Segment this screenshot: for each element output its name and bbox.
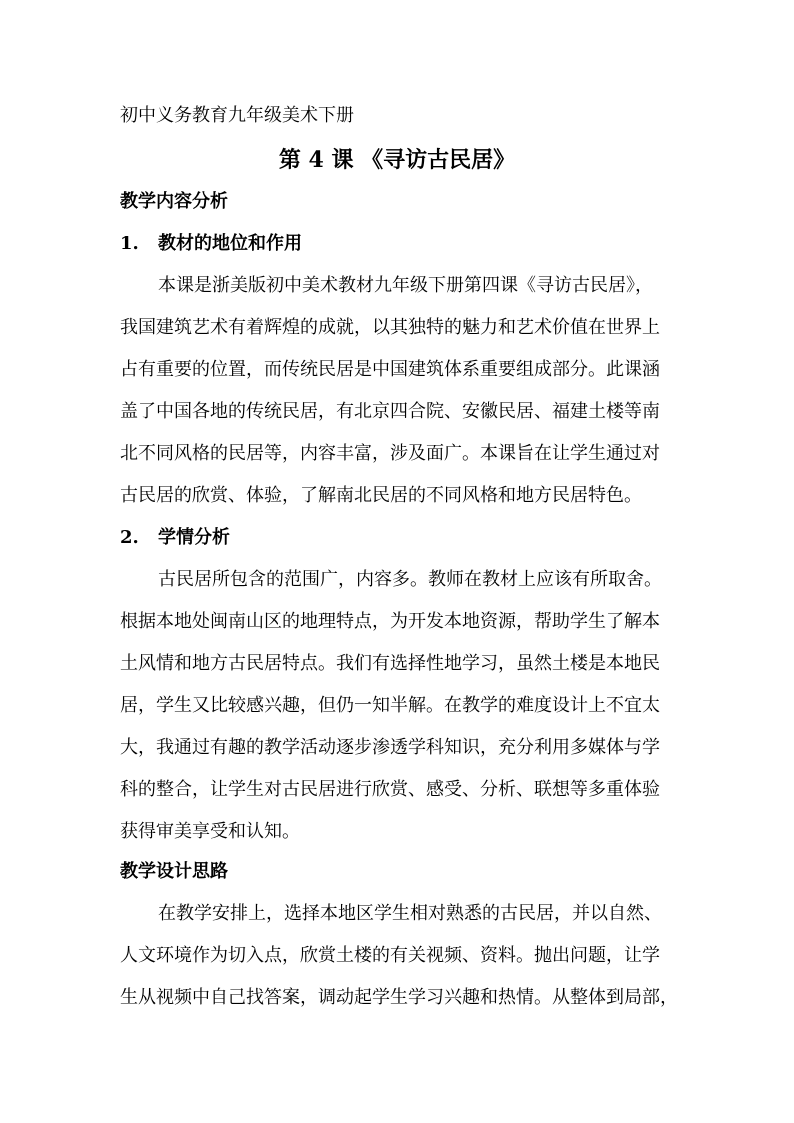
subheading-textbook-role bbox=[120, 232, 680, 256]
paragraph-line: 获得审美享受和认知。 bbox=[120, 821, 300, 842]
paragraph-line: 居，学生又比较感兴趣，但仍一知半解。在教学的难度设计上不宜太 bbox=[120, 695, 660, 716]
subheading-number: 2. bbox=[120, 527, 139, 548]
lesson-title: 第 4 课 《寻访古民居》 bbox=[278, 147, 516, 173]
paragraph-line: 在教学安排上，选择本地区学生相对熟悉的古民居，并以自然、 bbox=[158, 903, 662, 924]
subheading-number: 1. bbox=[120, 233, 139, 254]
subheading-student-analysis bbox=[120, 526, 680, 550]
paragraph-line: 科的整合，让学生对古民居进行欣赏、感受、分析、联想等多重体验 bbox=[120, 779, 660, 800]
paragraph-line: 人文环境作为切入点，欣赏土楼的有关视频、资料。抛出问题，让学 bbox=[120, 945, 660, 966]
paragraph-line: 土风情和地方古民居特点。我们有选择性地学习，虽然土楼是本地民 bbox=[120, 653, 660, 674]
paragraph-line: 大，我通过有趣的教学活动逐步渗透学科知识，充分利用多媒体与学 bbox=[120, 737, 660, 758]
paragraph-line: 生从视频中自己找答案，调动起学生学习兴趣和热情。从整体到局部， bbox=[120, 987, 678, 1008]
paragraph-line: 占有重要的位置，而传统民居是中国建筑体系重要组成部分。此课涵 bbox=[120, 359, 660, 380]
paragraph-line: 我国建筑艺术有着辉煌的成就，以其独特的魅力和艺术价值在世界上 bbox=[120, 317, 660, 338]
paragraph-line: 根据本地处闽南山区的地理特点，为开发本地资源，帮助学生了解本 bbox=[120, 611, 660, 632]
paragraph-line: 古民居的欣赏、体验，了解南北民居的不同风格和地方民居特色。 bbox=[120, 485, 642, 506]
paragraph-line: 本课是浙美版初中美术教材九年级下册第四课《寻访古民居》， bbox=[158, 275, 653, 296]
paragraph-line: 盖了中国各地的传统民居，有北京四合院、安徽民居、福建土楼等南 bbox=[120, 401, 660, 422]
section-heading-design-approach: 教学设计思路 bbox=[120, 861, 228, 882]
section-heading-content-analysis: 教学内容分析 bbox=[120, 191, 228, 212]
paragraph-line: 北不同风格的民居等，内容丰富，涉及面广。本课旨在让学生通过对 bbox=[120, 443, 660, 464]
document-header: 初中义务教育九年级美术下册 bbox=[120, 105, 354, 126]
subheading-text: 学情分析 bbox=[158, 527, 230, 548]
subheading-text: 教材的地位和作用 bbox=[158, 233, 302, 254]
paragraph-line: 古民居所包含的范围广，内容多。教师在教材上应该有所取舍。 bbox=[158, 569, 662, 590]
